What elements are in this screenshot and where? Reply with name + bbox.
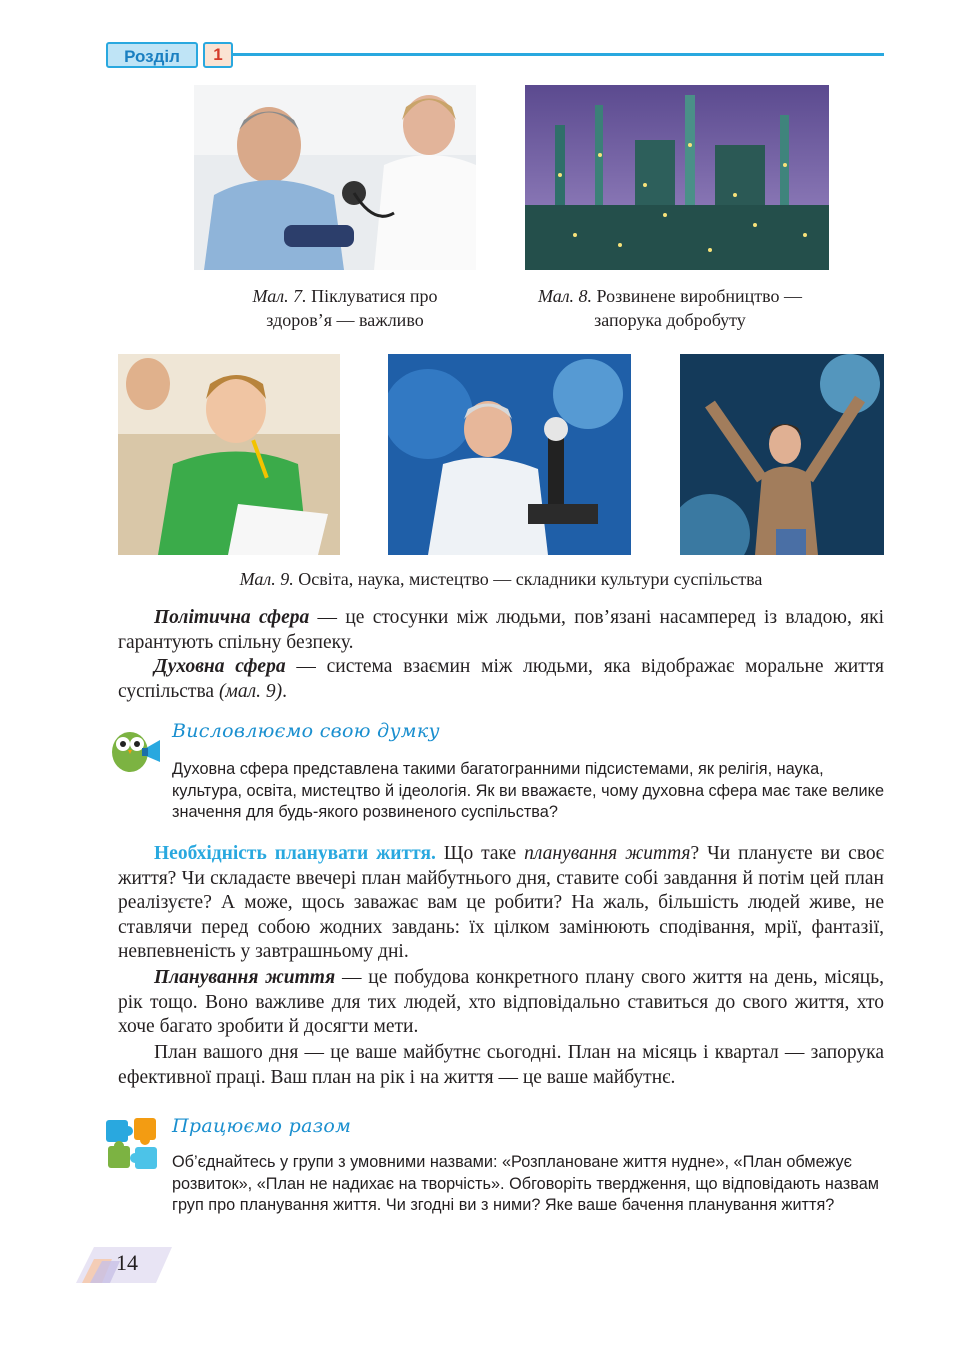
planning-p3-text: План вашого дня — це ваше майбутнє сьогодні. План на місяць і квартал — запорука ефективної праці. Ваш план на рік і на життя — це ваше майбутнє. — [118, 1042, 884, 1088]
photo-performer-stage — [680, 354, 884, 555]
paragraph-political-sphere — [118, 606, 884, 655]
planning-p1-term: планування життя — [524, 843, 691, 864]
figure-7-text-line2: здоров’я — важливо — [266, 310, 424, 330]
opinion-box-text: Духовна сфера представлена такими багатогранними підсистемами, як релігія, наука, культура, освіта, мистецтво й ідеологія. Як ви вважаєте, чому духовна сфера має таке велике значення для будь-якого розвиненого суспільства? — [172, 760, 884, 821]
figure-9-label: Мал. 9. — [239, 569, 294, 589]
term-life-planning: Планування життя — [154, 967, 336, 988]
figure-9-text: Освіта, наука, мистецтво — складники культури суспільства — [293, 569, 763, 589]
puzzle-icon — [104, 1116, 160, 1172]
figure-8-caption — [520, 284, 820, 332]
figure-7-caption — [218, 284, 472, 332]
spiritual-sphere-ref: (мал. 9) — [218, 680, 283, 702]
planning-heading: Необхідність планувати життя. — [154, 843, 436, 864]
page-number: 14 — [116, 1250, 138, 1275]
paragraph-planning-intro — [118, 842, 884, 965]
figure-7-label: Мал. 7. — [252, 286, 307, 306]
paragraph-spiritual-sphere — [118, 655, 884, 704]
figure-8-text-line2: запорука добробуту — [594, 310, 746, 330]
political-sphere-text: — це стосунки між людьми, пов’язані насамперед із владою, які гарантують спільну безпеку. — [118, 607, 884, 653]
section-label: Розділ — [106, 42, 198, 68]
owl-icon — [108, 720, 164, 776]
figure-9-caption — [118, 567, 884, 591]
teamwork-box-title: Працюємо разом — [172, 1115, 352, 1137]
spiritual-sphere-text: — система взаємин між людьми, яка відображає моральне життя суспільства — [118, 656, 884, 702]
header-rule — [232, 53, 884, 56]
term-spiritual-sphere: Духовна сфера — [154, 656, 286, 677]
figure-8-label: Мал. 8. — [537, 286, 593, 306]
term-political-sphere: Політична сфера — [154, 607, 310, 628]
paragraph-planning-future — [118, 1041, 884, 1090]
opinion-box-title: Висловлюємо свою думку — [172, 720, 440, 742]
spiritual-sphere-end: . — [282, 680, 287, 702]
planning-p1-b: ? Чи плануєте ви своє життя? Чи складаєте ввечері план майбутнього дня, ставите собі завдання й потім цей план реалізуєте? А може, щось заважає вам це робити? На жаль, більшість людей живе, не ставлячи перед собою жодних завдань: їх цілком замінюють сподівання, мрії, фантазії, невпевненість у завтрашньому дні. — [118, 843, 885, 963]
planning-p2-text: — це побудова конкретного плану свого життя на день, місяць, рік тощо. Воно важливе для тих людей, хто відповідально ставиться до свого життя, хто хоче багато зробити й досягти мети. — [118, 967, 885, 1038]
photo-doctor-patient — [194, 85, 476, 270]
figure-8-text-line1: Розвинене виробництво — — [592, 286, 803, 306]
photo-student — [118, 354, 340, 555]
photo-scientist-microscope — [388, 354, 631, 555]
section-number: 1 — [203, 42, 233, 68]
paragraph-planning-definition — [118, 966, 884, 1040]
figure-7-text-line1: Піклуватися про — [306, 286, 438, 306]
teamwork-box-text: Об’єднайтесь у групи з умовними назвами: «Розплановане життя нудне», «План обмежує розвиток», «План не надихає на творчість». Обговоріть твердження, що відповідають назвам груп про планування життя. Чи згодні ви з ними? Яке ваше бачення планування життя? — [172, 1153, 879, 1214]
photo-industrial-plant — [525, 85, 829, 270]
planning-p1-a: Що таке — [435, 843, 525, 864]
